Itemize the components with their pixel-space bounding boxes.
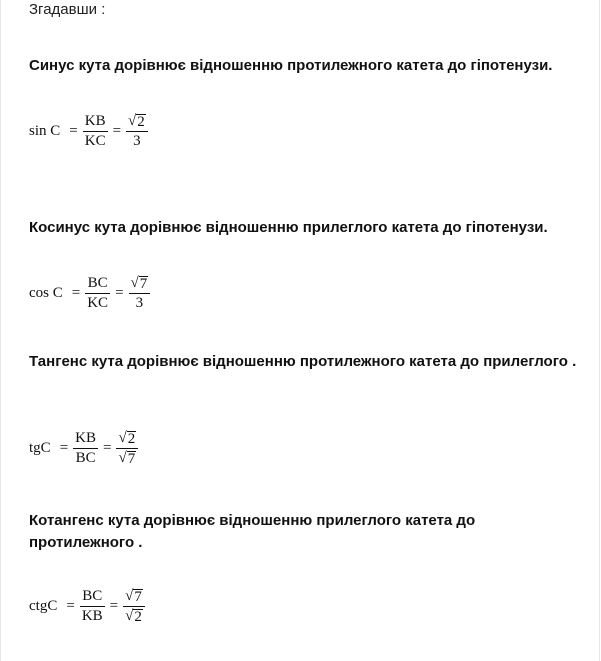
equals-sign: = (69, 123, 78, 139)
square-root (131, 275, 149, 292)
cosine-formula (29, 275, 150, 312)
denominator: KC (84, 133, 106, 149)
fraction (83, 113, 108, 150)
fraction-bar (73, 448, 98, 449)
sine-rule-text: Синус кута дорівнює відношенню протилежного катета до гіпотенузи. (29, 57, 553, 74)
intro-text: Згадавши : (29, 1, 106, 18)
denominator: 3 (135, 295, 144, 311)
radicand: 2 (134, 609, 142, 625)
equals-sign: = (103, 440, 112, 456)
equals-sign: = (112, 123, 122, 139)
radical-sign: √ (125, 608, 134, 624)
fraction-bar (116, 448, 138, 449)
fraction-bar (123, 606, 145, 607)
numerator (123, 588, 145, 605)
square-root (125, 608, 143, 625)
tangent-formula (29, 430, 138, 467)
formula-lhs: ctgC (29, 598, 58, 614)
equals-sign: = (66, 598, 75, 614)
denominator: BC (75, 450, 96, 466)
numerator: KB (75, 430, 96, 446)
radicand: 2 (137, 114, 145, 130)
cotangent-formula (29, 588, 145, 625)
fraction-bar (129, 293, 151, 294)
radicand: 2 (127, 431, 136, 447)
fraction (73, 430, 98, 467)
fraction (116, 430, 138, 467)
equals-sign: = (71, 285, 81, 301)
fraction (80, 588, 105, 625)
denominator: 3 (133, 133, 141, 149)
equals-sign: = (115, 285, 124, 301)
fraction-bar (83, 131, 108, 132)
numerator (116, 430, 138, 447)
sine-formula (29, 113, 148, 150)
denominator: KC (87, 295, 109, 311)
fraction (123, 588, 145, 625)
denominator (123, 608, 145, 625)
numerator: BC (87, 275, 108, 291)
radicand: 7 (139, 276, 148, 292)
fraction-bar (85, 293, 110, 294)
square-root (118, 430, 136, 447)
fraction (129, 275, 151, 312)
formula-lhs: tgC (29, 440, 51, 456)
equals-sign: = (59, 440, 69, 456)
fraction-bar (126, 131, 148, 132)
denominator (116, 450, 138, 467)
denominator: KB (81, 608, 103, 624)
radical-sign: √ (118, 450, 127, 466)
numerator: KB (84, 113, 106, 129)
numerator (126, 113, 148, 130)
radicand: 7 (127, 451, 136, 467)
fraction-bar (80, 606, 105, 607)
fraction (126, 113, 148, 150)
radical-sign: √ (128, 113, 137, 129)
radicand: 7 (134, 589, 142, 605)
square-root (118, 450, 136, 467)
fraction (85, 275, 110, 312)
tangent-rule-text: Тангенс кута дорівнює відношенню протилежного катета до прилеглого . (29, 353, 577, 370)
square-root (128, 113, 146, 130)
formula-lhs: sin C (29, 123, 61, 139)
radical-sign: √ (125, 588, 134, 604)
cotangent-rule-text: Котангенс кута дорівнює відношенню прилеглого катета до протилежного . (29, 512, 476, 551)
numerator (129, 275, 151, 292)
radical-sign: √ (130, 275, 139, 291)
formula-lhs: cos C (29, 285, 63, 301)
cosine-rule-text: Косинус кута дорівнює відношенню прилеглого катета до гіпотенузи. (29, 219, 548, 236)
radical-sign: √ (118, 430, 127, 446)
numerator: BC (82, 588, 103, 604)
square-root (125, 588, 143, 605)
equals-sign: = (109, 598, 119, 614)
